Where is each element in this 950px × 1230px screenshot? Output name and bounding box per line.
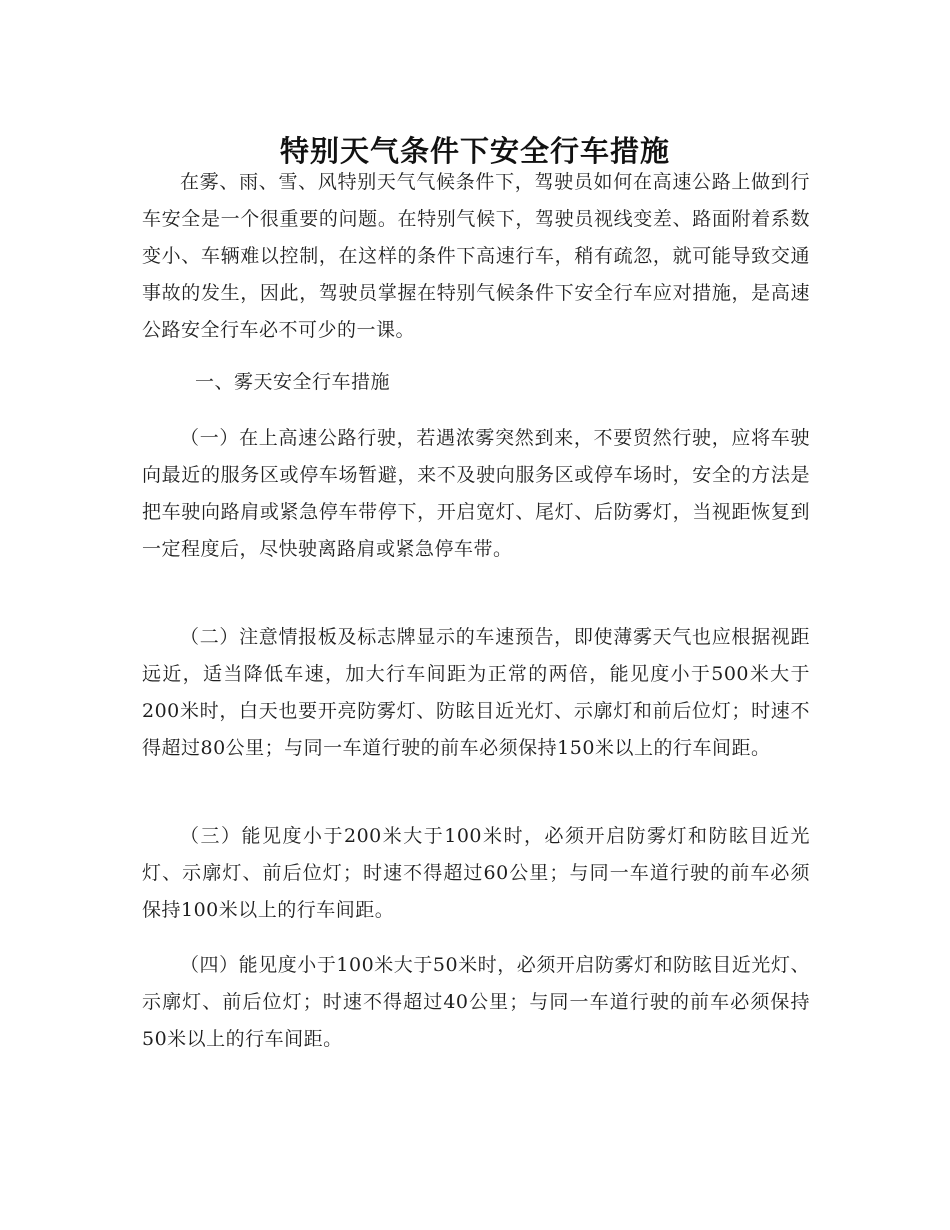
item-paragraph-2: （二）注意情报板及标志牌显示的车速预告，即使薄雾天气也应根据视距远近，适当降低车速，加大行车间距为正常的两倍，能见度小于500米大于200米时，白天也要开亮防雾灯、防眩目近光灯、示廓灯和前后位灯；时速不得超过80公里；与同一车道行驶的前车必须保持150米以上的行车间距。: [142, 626, 810, 759]
item-paragraph-3: （三）能见度小于200米大于100米时，必须开启防雾灯和防眩目近光灯、示廓灯、前后位灯；时速不得超过60公里；与同一车道行驶的前车必须保持100米以上的行车间距。: [142, 825, 810, 921]
document-title: 特别天气条件下安全行车措施: [279, 134, 670, 169]
intro-paragraph: 在雾、雨、雪、风特别天气气候条件下，驾驶员如何在高速公路上做到行车安全是一个很重要的问题。在特别气候下，驾驶员视线变差、路面附着系数变小、车辆难以控制，在这样的条件下高速行车，稍有疏忽，就可能导致交通事故的发生，因此，驾驶员掌握在特别气候条件下安全行车应对措施，是高速公路安全行车必不可少的一课。: [142, 171, 810, 341]
item-paragraph-1: （一）在上高速公路行驶，若遇浓雾突然到来，不要贸然行驶，应将车驶向最近的服务区或停车场暂避，来不及驶向服务区或停车场时，安全的方法是把车驶向路肩或紧急停车带停下，开启宽灯、尾灯、后防雾灯，当视距恢复到一定程度后，尽快驶离路肩或紧急停车带。: [142, 427, 810, 560]
item-paragraph-4: （四）能见度小于100米大于50米时，必须开启防雾灯和防眩目近光灯、示廓灯、前后位灯；时速不得超过40公里；与同一车道行驶的前车必须保持50米以上的行车间距。: [142, 954, 810, 1050]
section-heading: 一、雾天安全行车措施: [195, 371, 391, 393]
